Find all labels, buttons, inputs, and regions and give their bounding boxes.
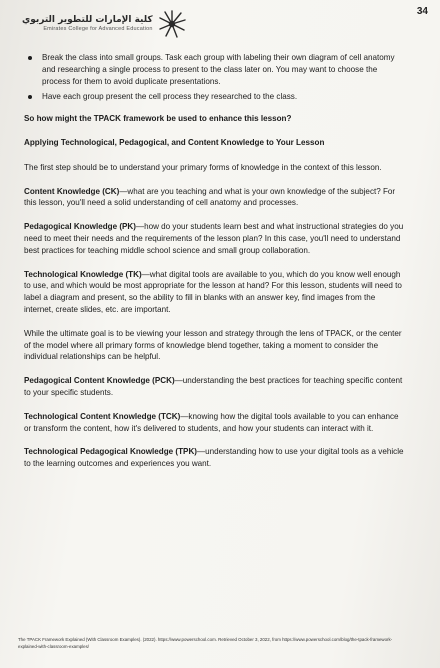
- paragraph-tk: Technological Knowledge (TK)—what digital tools are available to you, which do you know well enough to use, and which would be most appropriate for the lesson at hand? For this lesson, students will need to label a diagram and present, so the ability to fill in blanks with an answer key, find images from the internet, create slides, etc. are important.: [24, 269, 402, 314]
- question: So how might the TPACK framework be used to enhance this lesson?: [24, 114, 292, 124]
- section-heading: Applying Technological, Pedagogical, and Content Knowledge to Your Lesson: [24, 137, 325, 147]
- term: Pedagogical Content Knowledge (PCK): [24, 376, 175, 386]
- page-content: [22, 52, 406, 470]
- college-logo-icon: [157, 9, 187, 39]
- header: [22, 6, 406, 42]
- footnote: The TPACK Framework Explained (With Classroom Examples). (2022). https://www.powerschool.com. Retrieved October 3, 2022, from https://www.powerschool.com/blog/the-tpack-framework-explained-with-classroom-examples/: [18, 637, 393, 649]
- college-logo-text: [22, 16, 153, 32]
- page-number: 34: [416, 6, 428, 17]
- term: Technological Content Knowledge (TCK): [24, 411, 181, 421]
- paragraph-pk: Pedagogical Knowledge (PK)—how do your students learn best and what instructional strategies do you need to meet their needs and the requirements of the lesson plan? In this case, you'll need to understand best practices for teaching middle school science and small group collaboration.: [24, 222, 404, 255]
- term: Content Knowledge (CK): [24, 186, 120, 196]
- logo-arabic: كلية الإمارات للتطوير التربوي: [22, 15, 153, 26]
- bullet-item: Break the class into small groups. Task each group with labeling their own diagram of cell anatomy and researching a single process to present to the class later on. You may want to choose the process for them to avoid duplicate presentations.: [42, 52, 406, 87]
- paragraph-tpk: Technological Pedagogical Knowledge (TPK)—understanding how to use your digital tools as a vehicle to the learning outcomes and experiences you want.: [24, 447, 404, 469]
- bullet-list: [24, 52, 406, 103]
- intro-paragraph: The first step should be to understand your primary forms of knowledge in the context of this lesson.: [24, 162, 382, 172]
- term: Pedagogical Knowledge (PK): [24, 222, 136, 232]
- bullet-item: Have each group present the cell process they researched to the class.: [42, 91, 406, 103]
- logo-english: Emirates College for Advanced Education: [43, 25, 153, 32]
- paragraph-pck: Pedagogical Content Knowledge (PCK)—understanding the best practices for teaching specific content to your specific students.: [24, 376, 403, 397]
- paragraph-ck: Content Knowledge (CK)—what are you teaching and what is your own knowledge of the subject? For this lesson, you'll need a solid understanding of cell anatomy and processes.: [24, 186, 396, 208]
- term: Technological Pedagogical Knowledge (TPK): [24, 447, 197, 457]
- paragraph-tck: Technological Content Knowledge (TCK)—knowing how the digital tools available to you can enhance or transform the content, how it's delivered to students, and how your students can interact with it.: [24, 411, 399, 433]
- middle-paragraph: While the ultimate goal is to be viewing your lesson and strategy through the lens of TPACK, or the center of the model where all primary forms of knowledge blend together, taking a moment to consider the individual relationships can be helpful.: [24, 328, 402, 362]
- term: Technological Knowledge (TK): [24, 269, 142, 279]
